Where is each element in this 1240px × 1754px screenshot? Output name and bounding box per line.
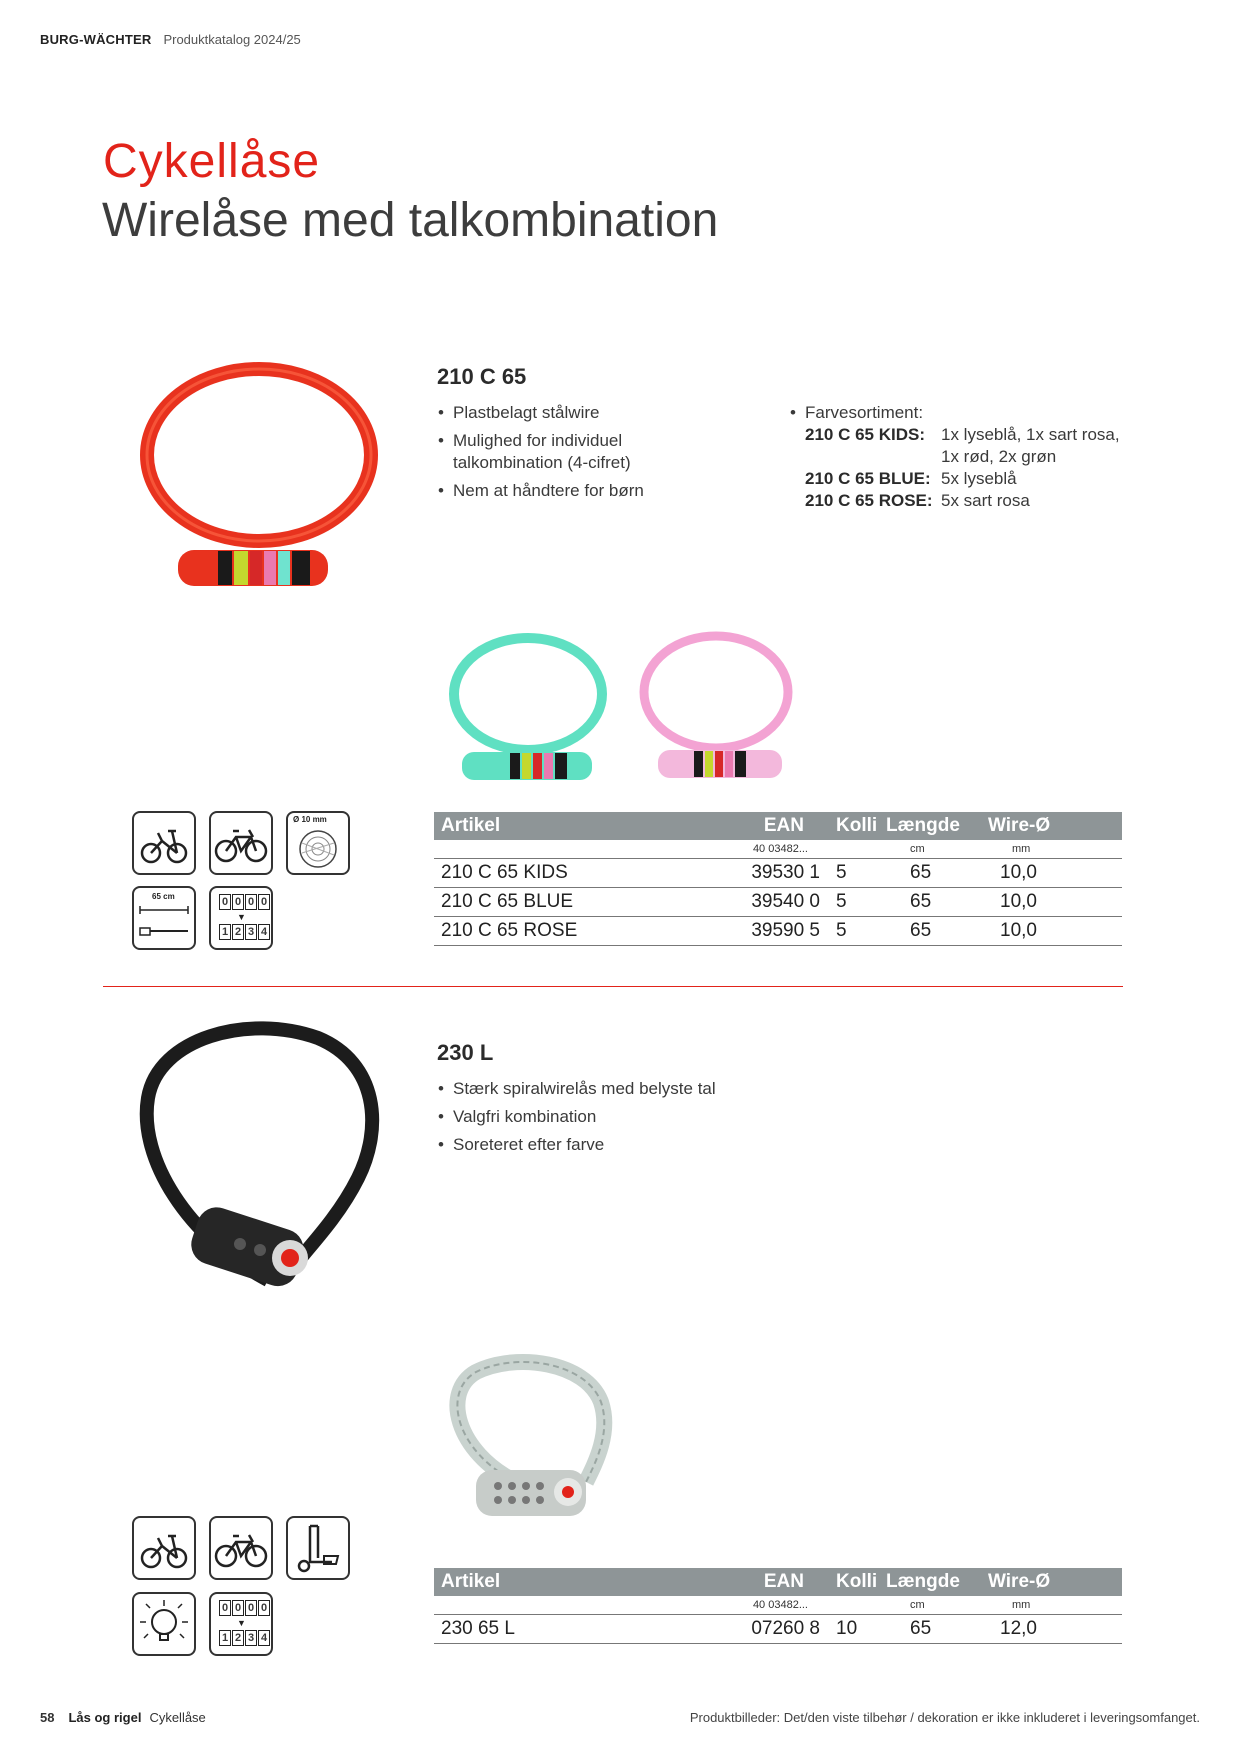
col-artikel: Artikel [441,815,501,836]
brand-name: BURG-WÄCHTER [40,32,152,47]
footer-section: Lås og rigel [68,1710,142,1725]
color-row [788,468,1148,490]
arrow-down-icon: ▼ [237,1618,246,1628]
unit-cell: cm [910,843,925,855]
cell-laengde: 65 [910,862,932,883]
cell-laengde: 65 [910,891,932,912]
col-ean: EAN [763,1571,804,1592]
feature-item: • Valgfri kombination [436,1106,776,1128]
footer-subsection: Cykellåse [149,1710,206,1725]
page-number: 58 [40,1710,55,1725]
cell-ean: 39590 5 [751,920,820,941]
color-assortment-label: Farvesortiment: [805,403,924,422]
color-row [788,424,1148,468]
bike-icon [209,1516,273,1580]
unit-cell: 40 03482... [752,1599,808,1611]
product-image-230l-black [128,1018,398,1308]
table-row [434,859,1122,888]
digits-top [219,1600,270,1616]
cell-laengde: 65 [910,1618,932,1639]
cell-ean: 39540 0 [751,891,820,912]
page-title: Wirelåse med talkombination [102,194,719,247]
kids-bike-icon [132,811,196,875]
table-units [434,840,1122,859]
digit: 0 [245,1600,257,1616]
digit: 0 [219,1600,231,1616]
digit: 0 [245,894,257,910]
light-bulb-icon [132,1592,196,1656]
digit: 0 [258,894,270,910]
cell-wire: 10,0 [1000,862,1037,883]
cell-kolli: 5 [836,862,847,883]
page-header [40,32,301,47]
table-row [434,888,1122,917]
cell-artikel: 230 65 L [441,1618,515,1639]
product-image-210c65-blue [440,628,616,786]
feature-item: • Soreteret efter farve [436,1134,776,1156]
digits-bottom [219,924,270,940]
digit: 1 [219,924,231,940]
section-divider [103,986,1123,987]
col-wire: Wire-Ø [988,1571,1051,1592]
cell-ean: 07260 8 [751,1618,820,1639]
product-image-230l-silver [436,1352,620,1532]
col-wire: Wire-Ø [988,815,1051,836]
combination-code-icon [209,886,273,950]
product-title-210c65: 210 C 65 [437,364,527,389]
col-laengde: Længde [886,815,960,836]
diameter-label: Ø 10 mm [293,815,327,824]
combination-code-icon [209,1592,273,1656]
cell-ean: 39530 1 [751,862,820,883]
table-row [434,1615,1122,1644]
col-laengde: Længde [886,1571,960,1592]
digit: 3 [245,924,257,940]
product-image-210c65-red [128,355,390,590]
kids-bike-icon [132,1516,196,1580]
color-value: 5x sart rosa [941,491,1030,510]
digits-bottom [219,1630,270,1646]
hand-truck-icon [286,1516,350,1580]
cell-kolli: 5 [836,891,847,912]
feature-item: • Plastbelagt stålwire [436,402,706,424]
digit: 4 [258,1630,270,1646]
color-value: 5x lyseblå [941,469,1017,488]
col-kolli: Kolli [836,1571,878,1592]
digits-top [219,894,270,910]
product-features-230l [436,1078,776,1162]
product-features-210c65 [436,402,706,508]
color-key: 210 C 65 BLUE: [805,469,931,488]
article-table-230l [434,1568,1122,1644]
cell-artikel: 210 C 65 KIDS [441,862,568,883]
color-key: 210 C 65 ROSE: [805,491,933,510]
digit: 0 [232,894,244,910]
article-table-210c65 [434,812,1122,946]
cell-kolli: 5 [836,920,847,941]
digit: 4 [258,924,270,940]
feature-item: • Stærk spiralwirelås med belyste tal [436,1078,776,1100]
color-assortment-label-row [788,402,1148,424]
digit: 2 [232,924,244,940]
digit: 3 [245,1630,257,1646]
arrow-down-icon: ▼ [237,912,246,922]
col-artikel: Artikel [441,1571,501,1592]
digit: 2 [232,1630,244,1646]
cell-wire: 10,0 [1000,920,1037,941]
cell-artikel: 210 C 65 BLUE [441,891,574,912]
col-ean: EAN [763,815,804,836]
feature-item: • Mulighed for individuel talkombination (4-cifret) [436,430,706,474]
cell-kolli: 10 [836,1618,858,1639]
category-title: Cykellåse [103,135,321,188]
footer-note: Produktbilleder: Det/den viste tilbehør / dekoration er ikke inkluderet i leveringsomfanget. [689,1710,1200,1725]
cell-artikel: 210 C 65 ROSE [441,920,578,941]
color-row [788,490,1148,512]
digit: 0 [232,1600,244,1616]
cable-length-icon [132,886,196,950]
wire-diameter-icon [286,811,350,875]
col-kolli: Kolli [836,815,878,836]
unit-cell: mm [1012,1599,1031,1611]
table-units [434,1596,1122,1615]
cell-wire: 10,0 [1000,891,1037,912]
feature-item: • Nem at håndtere for børn [436,480,706,502]
catalog-title: Produktkatalog 2024/25 [163,32,301,47]
color-key: 210 C 65 KIDS: [805,425,925,444]
color-assortment [788,402,1148,512]
table-header [434,1568,1122,1596]
unit-cell: cm [910,1599,925,1611]
product-title-230l: 230 L [437,1040,494,1065]
digit: 1 [219,1630,231,1646]
cell-laengde: 65 [910,920,932,941]
length-label: 65 cm [152,892,175,901]
digit: 0 [258,1600,270,1616]
unit-cell: 40 03482... [752,843,808,855]
product-image-210c65-rose [628,628,804,786]
table-row [434,917,1122,946]
digit: 0 [219,894,231,910]
unit-cell: mm [1012,843,1031,855]
bike-icon [209,811,273,875]
cell-wire: 12,0 [1000,1618,1037,1639]
bullet: • [790,403,796,422]
table-header [434,812,1122,840]
color-value: 1x lyseblå, 1x sart rosa, 1x rød, 2x grøn [941,425,1120,466]
page-footer-left [40,1710,206,1725]
